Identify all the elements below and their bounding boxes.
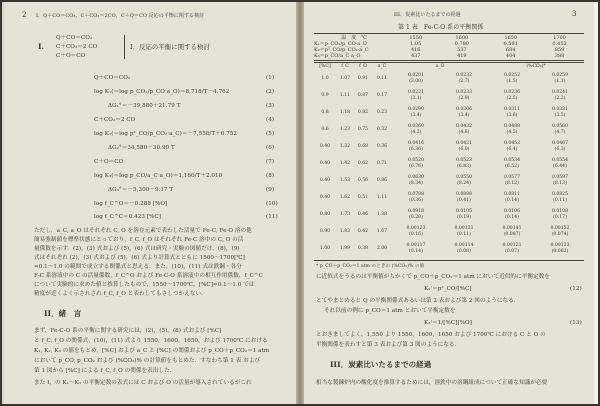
table-cell: 0.0488 (4.5) bbox=[503, 123, 521, 135]
table-cell: 0.0236 (2.5) bbox=[503, 89, 521, 101]
table-cell: 0.0360 (4.2) bbox=[407, 123, 425, 135]
col-c: [%C] bbox=[319, 64, 331, 69]
table-cell: 0.00133 (0.062) bbox=[550, 242, 570, 254]
table-cell: 1.73 bbox=[339, 211, 351, 217]
table-cell: 0.42 bbox=[357, 228, 369, 234]
grid-body bbox=[314, 70, 584, 257]
table-cell: 0.71 bbox=[376, 160, 388, 166]
table-cell: 1.32 bbox=[339, 143, 351, 149]
open-book bbox=[2, 2, 598, 404]
table-cell: 0.0108 (0.17) bbox=[551, 208, 569, 220]
table-cell: 0.0918 (0.20) bbox=[407, 208, 425, 220]
k3-row bbox=[314, 53, 584, 59]
section-I-numeral: I. bbox=[38, 42, 45, 51]
table-row bbox=[314, 87, 584, 104]
equation-4: C＋CO₂＝2 CO bbox=[94, 117, 136, 123]
section-I-title: I．反応の平衡に関する検討 bbox=[130, 43, 210, 51]
table-cell: 1.0 bbox=[321, 75, 329, 81]
equation-6: ΔG₂°＝34,580－30.90 T bbox=[108, 145, 175, 151]
table-cell: 0.0453 (6.4) bbox=[503, 140, 521, 152]
table-cell: 0.8 bbox=[321, 109, 329, 115]
table-cell: 1.23 bbox=[339, 126, 351, 132]
para1-line-3: 量係数を示す．(2)，(3) 式および (5)，(6) 式は研究・実験の図値だけ，(8)，(9) bbox=[34, 246, 240, 252]
table-title: 第 1 表 Fe-C-O 系の平衡関係 bbox=[398, 24, 484, 31]
table-cell: 0.75 bbox=[357, 126, 369, 132]
rpara-eq-2-number: (13) bbox=[570, 320, 582, 326]
temp-1550: 1550 bbox=[409, 35, 423, 41]
table-cell: 0.0798 (0.36) bbox=[407, 191, 425, 203]
rpara3-line-1: 相当な製錬炉内の酸化度を推算するためには，溶鉄中の溶鋼組成について正確な知識が必要 bbox=[316, 380, 548, 386]
rpara-line-3: それ以前の例に p_CO＝1 atm とおいて平衡定数を bbox=[324, 308, 456, 314]
equation-4-number: (4) bbox=[266, 117, 275, 123]
equation-1: Q＋CO＝CO₂ bbox=[94, 75, 131, 81]
right-page-number: 3 bbox=[572, 10, 577, 18]
table-cell: 0.0898 (0.41) bbox=[455, 191, 473, 203]
equation-2: log K₁(＝log p_CO₂/p_CO·a_O)＝8,718/T－4.762 bbox=[94, 89, 230, 95]
k1-v1: 1.05 bbox=[410, 41, 422, 47]
k3-v4: 388 bbox=[554, 53, 565, 59]
table-cell: 1.00 bbox=[319, 245, 331, 251]
para2-line-6: また I，の K₁～K₃ の平衡定数の表式には C および O の活量が導入されているがこれ bbox=[34, 380, 252, 386]
table-cell: 1.38 bbox=[376, 211, 388, 217]
table-cell: 1.18 bbox=[339, 109, 351, 115]
table-cell: 1.07 bbox=[339, 75, 351, 81]
para1-line-6: F-C 系溶液中の C の活量係数，f_C^O および Fe-C-O 系溶液中の相互作用係数，f_C^C bbox=[34, 273, 263, 279]
table-cell: 0.0630 (8.34) bbox=[407, 174, 425, 186]
table-cell: 1.67 bbox=[376, 228, 388, 234]
table-cell: 0.0534 (6.52) bbox=[503, 157, 521, 169]
equation-7-number: (7) bbox=[266, 159, 275, 165]
table-cell: 0.0577 (8.12) bbox=[503, 174, 521, 186]
table-row bbox=[314, 223, 584, 240]
table-cell: 0.0597 (8.13) bbox=[551, 174, 569, 186]
para2-line-4: において p_CO, p_CO₂ および (%CO₂)% の計算値をもとめた．すなわち第 1 表 および bbox=[34, 358, 261, 364]
equation-9: ΔG₃°＝－5,300－9.17 T bbox=[108, 187, 174, 193]
table-cell: 0.38 bbox=[357, 245, 369, 251]
table-cell: 0.0811 (0.14) bbox=[503, 191, 521, 203]
para1-line-8: 精度が近くよく示されされ f_C, f_O と表わしてもさしつかえない． bbox=[34, 291, 207, 297]
left-running-header: I．Q＋CO＝CO₂，C＋CO₂＝2CO，C＋Q＝CO 反応の平衡に関する検討 bbox=[36, 13, 205, 19]
k2-v4: 859 bbox=[554, 47, 565, 53]
col-ac: a_C bbox=[377, 64, 387, 69]
table-cell: 0.90 bbox=[319, 228, 331, 234]
equation-10-number: (10) bbox=[266, 201, 278, 207]
table-cell: 1.53 bbox=[339, 177, 351, 183]
para1-line-4: 式はそれぞれ (2)，(3) 式および (5)，(6) 式より計算式とともに 1560～1700[℃] bbox=[34, 255, 245, 261]
rpara-eq-2: K₃'＝1/[%C][%O] bbox=[424, 320, 472, 326]
table-cell: 0.91 bbox=[357, 75, 369, 81]
temp-label: 温 度 ℃ bbox=[341, 35, 367, 41]
table-cell: 0.86 bbox=[376, 177, 388, 183]
rpara-line-4: とおきましてよく，1,550 より 1550，1600，1650 および 1700℃ における C と O の bbox=[316, 332, 546, 338]
col-fc: f_C bbox=[341, 64, 349, 69]
table-row bbox=[314, 172, 584, 189]
left-page-number: 2 bbox=[22, 11, 27, 19]
k1-v4: 0.453 bbox=[552, 41, 567, 47]
k2-label: K₂＝p²_CO/p_CO₂·a_C bbox=[314, 47, 369, 53]
para2-line-5: 第 1 図から [%C] による f_C, f_O の関係を表出した． bbox=[34, 368, 176, 374]
table-cell: 0.0432 (4.6) bbox=[455, 123, 473, 135]
page-edge bbox=[594, 2, 598, 404]
k3-v2: 419 bbox=[457, 53, 467, 59]
rpara-line-2: とてやまとめると Q の平衡関係式あるいは第 2 表および第 2 図のようになる． bbox=[316, 298, 520, 304]
table-cell: 1.11 bbox=[339, 92, 351, 98]
section-II-heading: II．緒 言 bbox=[44, 309, 82, 318]
para1-line-5: ≈0.1～1.0 の範囲で成立する関係式と思える．また，(10)，(11) 式は鉄鋼・各分 bbox=[34, 264, 242, 270]
table-cell: 0.00121 (0.07) bbox=[502, 242, 522, 254]
reaction-1: Q＋CO＝CO₂ bbox=[56, 35, 93, 41]
table-cell: 0.62 bbox=[357, 160, 369, 166]
table-cell: 0.11 bbox=[376, 75, 388, 81]
k1-label: K₁＝p_CO₂/p_CO·a_O bbox=[314, 41, 367, 47]
equation-11-number: (11) bbox=[266, 214, 278, 220]
table-cell: 0.68 bbox=[357, 143, 369, 149]
equation-8: log K₃(＝log p_CO/a_C·a_O)＝1,160/T＋2.010 bbox=[94, 173, 223, 179]
table-cell: 0.0550 (8.24) bbox=[455, 174, 473, 186]
table-cell: 0.00114 (0.08) bbox=[454, 242, 474, 254]
table-cell: 0.0416 (6.36) bbox=[407, 140, 425, 152]
temp-1600: 1600 bbox=[455, 35, 469, 41]
k2-v2: 537 bbox=[457, 47, 467, 53]
table-cell: 0.32 bbox=[376, 126, 388, 132]
equation-11: log f_C^C＝0.423 [%C] bbox=[94, 214, 161, 220]
table-cell: 0.23 bbox=[376, 109, 388, 115]
equation-8-number: (8) bbox=[266, 173, 275, 179]
table-cell: 0.82 bbox=[357, 109, 369, 115]
table-cell: 0.80 bbox=[319, 211, 331, 217]
left-page bbox=[4, 2, 296, 404]
table-cell: 1.62 bbox=[339, 194, 351, 200]
table-cell: 0.0554 (6.44) bbox=[551, 157, 569, 169]
grid-bottom-rule bbox=[314, 260, 584, 261]
table-cell: 0.0106 (0.14) bbox=[503, 208, 521, 220]
table-cell: 0.00141 (0.087) bbox=[502, 225, 522, 237]
table-row bbox=[314, 240, 584, 257]
col-co2: (%CO₂)* bbox=[526, 64, 546, 69]
k1-v2: 0.780 bbox=[454, 41, 469, 47]
reaction-2: C＋CO₂＝2 CO bbox=[56, 44, 98, 50]
k-table bbox=[314, 35, 584, 59]
table-cell: 0.0221 (3.1) bbox=[407, 89, 425, 101]
table-cell: 0.0431 (6.0) bbox=[455, 140, 473, 152]
temp-1700: 1700 bbox=[553, 35, 566, 41]
equation-5: log K₂(＝log p²_CO/p_CO₂·a_C)＝－7,558/T＋6.752 bbox=[94, 131, 238, 137]
table-cell: 0.00117 (0.14) bbox=[406, 242, 426, 254]
equation-5-number: (5) bbox=[266, 131, 275, 137]
table-footnote: * p_CO＋p_CO₂＝1 atm のときの (%CO₂)% の値 bbox=[316, 264, 425, 269]
table-cell: 0.40 bbox=[319, 177, 331, 183]
reaction-3: C＋O＝CO bbox=[56, 53, 86, 59]
table-cell: 0.87 bbox=[357, 92, 369, 98]
table-cell: 0.40 bbox=[319, 160, 331, 166]
table-row bbox=[314, 121, 584, 138]
table-row bbox=[314, 70, 584, 87]
table-cell: 0.0201 (3.00) bbox=[407, 72, 425, 84]
table-cell: 0.0311 (3.6) bbox=[503, 106, 521, 118]
table-top-rule bbox=[314, 33, 584, 34]
table-cell: 0.0232 (2.7) bbox=[455, 72, 473, 84]
equation-3: ΔG₁°＝－39,880＋21.79 T bbox=[108, 103, 181, 109]
table-cell: 0.0306 (3.4) bbox=[455, 106, 473, 118]
equation-1-number: (1) bbox=[266, 75, 275, 81]
table-cell: 0.46 bbox=[357, 211, 369, 217]
table-cell: 0.0233 (2.9) bbox=[455, 89, 473, 101]
table-cell: 0.0825 (0.11) bbox=[551, 191, 569, 203]
table-cell: 0.0520 (6.76) bbox=[407, 157, 425, 169]
table-cell: 0.0252 (1.5) bbox=[503, 72, 521, 84]
rpara-line-5: 平衡関係を表わすと第 3 表および第 3 図のようになる． bbox=[316, 342, 461, 348]
table-cell: 1.83 bbox=[339, 228, 351, 234]
table-row bbox=[314, 104, 584, 121]
table-cell: 0.0523 (6.83) bbox=[455, 157, 473, 169]
k3-v1: 437 bbox=[410, 53, 421, 59]
equation-7: C＋O＝CO bbox=[94, 159, 124, 165]
k2-v1: 416 bbox=[410, 47, 421, 53]
data-table bbox=[314, 64, 584, 257]
k-table-bottom-rule bbox=[314, 60, 584, 61]
equation-6-number: (6) bbox=[266, 145, 275, 151]
para2-line-2: と f_C, f_O の関係式，(10)，(11) 式より 1550，1600，1650，および 1700℃ における bbox=[34, 338, 268, 344]
col-ao: a_O bbox=[435, 64, 445, 69]
table-cell: 0.17 bbox=[376, 92, 388, 98]
table-cell: 0.0241 (2.2) bbox=[551, 89, 569, 101]
para2-line-3: K₁, K₂, K₃ の値をもとめ，[%C] および a_C と [%C] の関係および p_CO＋p_CO₂＝1 atm bbox=[34, 348, 270, 354]
table-cell: 0.0290 (3.4) bbox=[407, 106, 425, 118]
table-cell: 0.36 bbox=[376, 143, 388, 149]
equation-3-number: (3) bbox=[266, 103, 275, 109]
table-cell: 2.00 bbox=[376, 245, 388, 251]
para2-line-1: まず，Fe-C-O 系の平衡に関する研究には，(2)，(5)，(8) 式および [%C] bbox=[34, 328, 222, 334]
table-cell: 0.56 bbox=[357, 177, 369, 183]
temp-1650: 1650 bbox=[504, 35, 518, 41]
right-page bbox=[304, 2, 594, 404]
k2-v3: 684 bbox=[505, 47, 516, 53]
table-row bbox=[314, 189, 584, 206]
para1-line-7: について実験的に求めた値と推算したもので，1550～1700℃，[%C]≈0.1～1.0 では bbox=[34, 282, 255, 288]
col-fo: f_O bbox=[359, 64, 367, 69]
grid-top-rule bbox=[314, 62, 584, 63]
table-cell: 0.0467 (6.3) bbox=[551, 140, 569, 152]
table-cell: 0.00123 (0.16) bbox=[406, 225, 426, 237]
equation-10: log f_C^O＝－0.288 [%O] bbox=[94, 201, 168, 207]
table-row bbox=[314, 138, 584, 155]
k3-label: K₃＝p_CO/a_C·a_O bbox=[314, 53, 361, 59]
equation-2-number: (2) bbox=[266, 89, 275, 95]
table-row bbox=[314, 155, 584, 172]
bracket bbox=[124, 35, 125, 59]
para1-line-1: ただし，a_C, a_O はそれぞれ C, O を溶存元素で表わした活量で Fe-C, Fe-O 溶の他 bbox=[34, 228, 252, 234]
table-cell: 0.00131 (0.11) bbox=[454, 225, 474, 237]
k1-v3: 0.591 bbox=[503, 41, 518, 47]
table-cell: 0.51 bbox=[357, 194, 369, 200]
table-row bbox=[314, 206, 584, 223]
table-cell: 0.0331 (3.5) bbox=[551, 106, 569, 118]
table-cell: 0.9 bbox=[321, 92, 329, 98]
table-cell: 1.42 bbox=[339, 160, 351, 166]
table-cell: 1.11 bbox=[376, 194, 388, 200]
right-running-header: III．炭素比いたるまでの経過 bbox=[394, 12, 461, 18]
equation-9-number: (9) bbox=[266, 187, 275, 193]
table-cell: 0.00152 (0.074) bbox=[550, 225, 570, 237]
table-cell: 0.0560 (4.7) bbox=[551, 123, 569, 135]
table-cell: 0.0105 (0.19) bbox=[455, 208, 473, 220]
rpara-line-1: に近似式をうるのは平衡値がちかくで p_CO＋p_CO₂＝1 atm において近似的に平衡定数を bbox=[316, 274, 550, 280]
para1-line-2: 簡易強制値を標準状態にとっており，f_C, f_O はそれぞれ Fe-C 溶中の C, O の活 bbox=[34, 237, 244, 243]
table-cell: 0.0259 (1.1) bbox=[551, 72, 569, 84]
table-cell: 0.40 bbox=[319, 143, 331, 149]
rpara-eq-1-number: (12) bbox=[570, 286, 582, 292]
section-III-heading: III．炭素比いたるまでの経過 bbox=[330, 360, 432, 369]
table-cell: 1.99 bbox=[339, 245, 351, 251]
book-gutter bbox=[296, 2, 304, 404]
k3-v3: 404 bbox=[505, 53, 516, 59]
table-cell: 0.40 bbox=[319, 194, 331, 200]
table-cell: 0.6 bbox=[321, 126, 329, 132]
rpara-eq-1: K₂'＝p²_CO/[%C] bbox=[424, 286, 472, 292]
